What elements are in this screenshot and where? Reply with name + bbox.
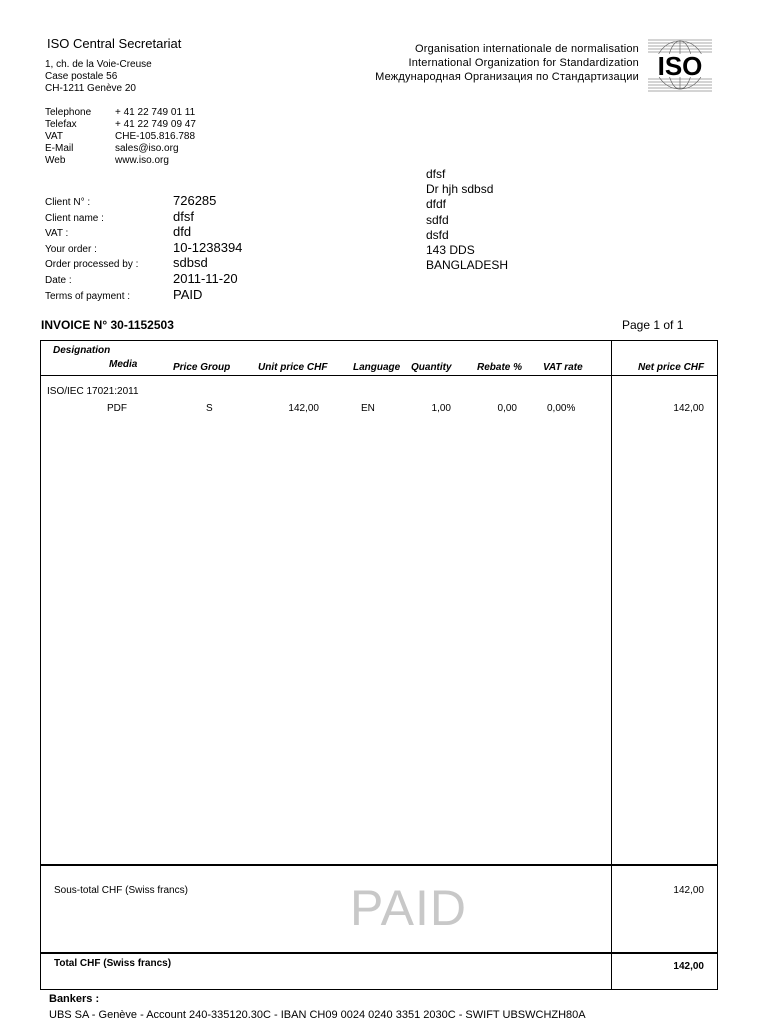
recipient-line: sdfd [426,212,449,227]
client-info [45,193,242,302]
contact-label: Telefax [45,119,77,130]
header-unit-price: Unit price CHF [258,362,328,373]
contact-label: VAT [45,131,63,142]
organization-names [375,42,639,84]
subtotal-divider [41,864,717,866]
client-value: 10-1238394 [173,239,243,255]
contact-row [45,131,196,143]
cell-designation: ISO/IEC 17021:2011 [47,386,139,397]
subtotal-value: 142,00 [673,885,704,896]
recipient-line: 143 DDS [426,243,475,258]
client-label: VAT : [45,228,69,240]
contact-label: E-Mail [45,143,74,154]
client-value: dfsf [173,208,194,224]
address-line: CH-1211 Genève 20 [45,83,136,94]
recipient-line: dfsf [426,167,446,181]
client-label: Order processed by : [45,259,139,271]
cell-language: EN [361,403,375,414]
client-row [45,193,242,209]
contact-value[interactable]: www.iso.org [115,155,169,166]
page-number: Page 1 of 1 [622,318,684,332]
client-label: Client N° : [45,197,91,208]
logo-text: ISO [657,51,703,81]
contact-row [45,107,196,119]
contact-value: + 41 22 749 09 47 [115,119,196,130]
bankers-label: Bankers : [49,993,100,1005]
client-value: 726285 [173,193,217,208]
cell-vat-rate: 0,00% [547,403,576,414]
client-value: 2011-11-20 [173,270,238,286]
contact-value: CHE-105.816.788 [115,131,196,142]
total-divider [41,952,717,954]
recipient-line: Dr hjh sdbsd [426,182,494,197]
recipient-line: BANGLADESH [426,258,509,273]
sender-name: ISO Central Secretariat [47,36,182,51]
header-vat-rate: VAT rate [543,362,583,373]
paid-stamp: PAID [350,880,467,936]
header-net-price: Net price CHF [638,362,705,373]
header-rebate: Rebate % [477,362,523,373]
column-divider [611,341,612,989]
contact-row [45,155,196,167]
total-value: 142,00 [673,961,704,972]
client-row [45,240,242,256]
recipient-line: dfdf [426,197,447,212]
header-designation: Designation [53,345,111,356]
bankers-details: UBS SA - Genève - Account 240-335120.30C - IBAN CH09 0024 0240 3351 2030C - SWIFT UBSWCHZH80A [49,1009,586,1021]
iso-logo-icon [648,36,712,94]
org-name-ru: Международная Организация по Стандартизации [375,71,639,83]
address-line: Case postale 56 [45,71,118,82]
contact-row [45,143,196,155]
header-media: Media [109,359,138,370]
contact-value[interactable]: sales@iso.org [115,143,179,154]
client-value: PAID [173,286,203,302]
subtotal-label: Sous-total CHF (Swiss francs) [54,885,188,896]
cell-net-price: 142,00 [673,403,704,414]
client-row [45,209,242,225]
header-quantity: Quantity [411,362,452,373]
cell-price-group: S [206,403,213,414]
invoice-title: INVOICE N° 30-1152503 [41,318,174,332]
sender-address [45,59,152,95]
invoice-table [40,340,718,990]
org-name-fr: Organisation internationale de normalisation [414,43,639,55]
client-row [45,255,242,271]
client-label: Client name : [45,212,104,224]
contact-value: + 41 22 749 01 11 [115,107,196,118]
cell-unit-price: 142,00 [288,403,319,414]
client-value: sdbsd [173,255,208,271]
client-label: Your order : [45,243,97,255]
contact-row [45,119,196,131]
header-price-group: Price Group [173,362,231,373]
header-language: Language [353,362,401,373]
address-line: 1, ch. de la Voie-Creuse [45,59,152,70]
org-name-en: International Organization for Standardization [408,57,639,69]
client-label: Date : [45,274,72,286]
sender-contacts [45,107,196,167]
client-value: dfd [173,224,192,240]
total-label: Total CHF (Swiss francs) [54,958,172,969]
client-row [45,287,242,303]
header-divider [41,375,717,376]
cell-quantity: 1,00 [431,403,451,414]
contact-label: Web [45,155,66,166]
cell-media: PDF [107,403,127,414]
recipient-address [426,167,508,273]
client-row [45,224,242,240]
client-label: Terms of payment : [45,290,131,302]
recipient-line: dsfd [426,227,449,242]
client-row [45,271,242,287]
contact-label: Telephone [45,107,92,118]
cell-rebate: 0,00 [497,403,517,414]
